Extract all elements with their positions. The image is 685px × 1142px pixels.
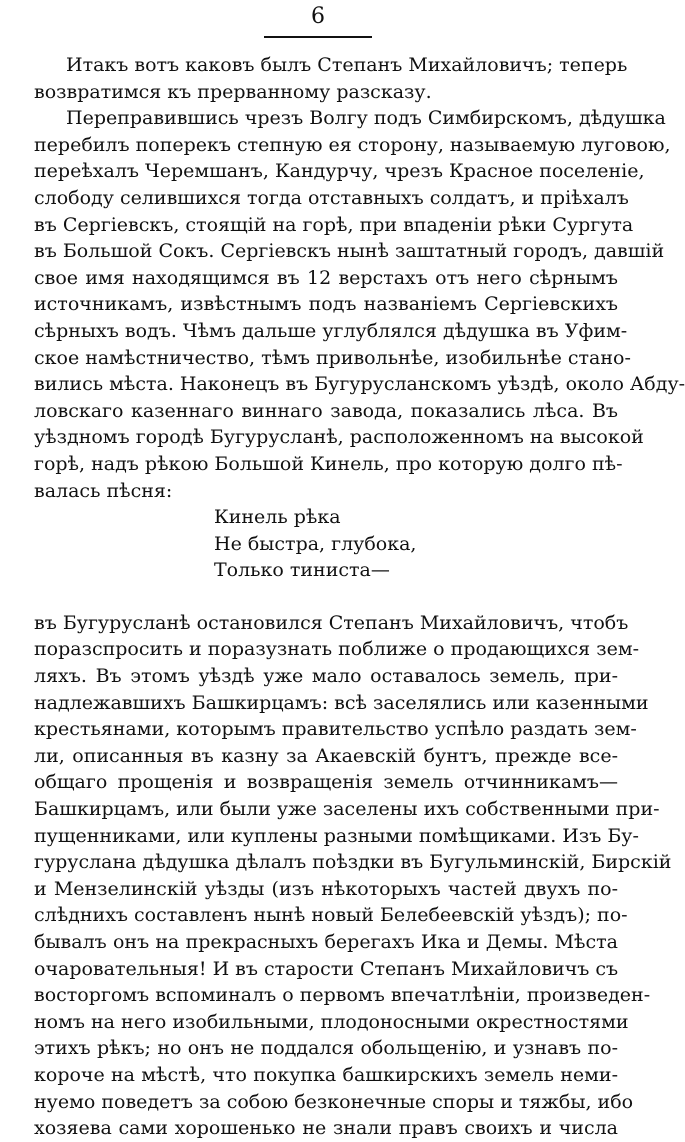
- text-line: восторгомъ вспоминалъ о первомъ впечатлѣніи, произведен-: [34, 984, 651, 1007]
- text-line: слободу селившихся тогда отставныхъ солдатъ, и пріѣхалъ: [34, 186, 629, 209]
- text-line: ловскаго казеннаго виннаго завода, показались лѣса. Въ: [34, 399, 618, 422]
- text-line: надлежавшихъ Башкирцамъ: всѣ заселялись или казенными: [34, 691, 649, 714]
- text-line: гуруслана дѣдушка дѣлалъ поѣздки въ Бугульминскій, Бирскій: [34, 851, 672, 874]
- paragraph-1: [34, 52, 628, 105]
- text-line: въ Сергіевскъ, стоящій на горѣ, при впаденіи рѣки Сургута: [34, 213, 634, 236]
- text-line: короче на мѣстѣ, что покупка башкирскихъ земель неми-: [34, 1063, 618, 1086]
- text-line: перебилъ поперекъ степную ея сторону, называемую луговою,: [34, 133, 671, 156]
- text-line: крестьянами, которымъ правительство успѣло раздать зем-: [34, 718, 637, 741]
- text-line: этихъ рѣкъ; но онъ не поддался обольщенію, и узнавъ по-: [34, 1037, 618, 1060]
- verse-line: Кинель рѣка: [214, 506, 341, 529]
- text-line: валась пѣсня:: [34, 479, 173, 502]
- text-line: вились мѣста. Наконецъ въ Бугурусланскомъ уѣздѣ, около Абду-: [34, 373, 685, 396]
- text-line: Башкирцамъ, или были уже заселены ихъ собственными при-: [34, 798, 660, 821]
- text-line: Итакъ вотъ каковъ былъ Степанъ Михайловичъ; теперь: [66, 54, 628, 76]
- text-line: сѣрныхъ водъ. Чѣмъ дальше углублялся дѣдушка въ Уфим-: [34, 319, 628, 342]
- page-number: 6: [311, 4, 325, 29]
- text-line: возвратимся къ прерванному разсказу.: [34, 80, 432, 103]
- text-line: ли, описанныя въ казну за Акаевскій бунтъ, прежде все-: [34, 744, 618, 767]
- text-line: пущенниками, или куплены разными помѣщиками. Изъ Бу-: [34, 824, 639, 847]
- text-line: хозяева сами хорошенько не знали правъ своихъ и числа: [34, 1117, 618, 1140]
- text-line: ское намѣстничество, тѣмъ привольнѣе, изобильнѣе стано-: [34, 346, 631, 369]
- body-text: [34, 52, 685, 1142]
- text-line: переѣхалъ Черемшанъ, Кандурчу, чрезъ Красное поселеніе,: [34, 160, 645, 183]
- text-line: очаровательныя! И въ старости Степанъ Михайловичъ съ: [34, 957, 619, 980]
- verse-spacing: [34, 584, 618, 610]
- verse-line: Только тиниста—: [214, 559, 390, 582]
- text-line: номъ на него изобильными, плодоносными окрестностями: [34, 1010, 629, 1033]
- text-line: бывалъ онъ на прекрасныхъ берегахъ Ика и Демы. Мѣста: [34, 931, 618, 953]
- text-line: свое имя находящимся въ 12 верстахъ отъ него сѣрнымъ: [34, 266, 618, 289]
- text-line: нуемо поведетъ за собою безконечные споры и тяжбы, ибо: [34, 1090, 634, 1113]
- verse-block: [34, 504, 618, 584]
- header-rule: [264, 36, 372, 38]
- verse-line: Не быстра, глубока,: [214, 532, 417, 555]
- text-line: общаго прощенія и возвращенія земель отчинникамъ—: [34, 771, 618, 794]
- text-line: и Мензелинскій уѣзды (изъ нѣкоторыхъ частей двухъ по-: [34, 877, 618, 900]
- text-line: въ Бугурусланѣ остановился Степанъ Михайловичъ, чтобъ: [34, 611, 629, 634]
- text-line: Переправившись чрезъ Волгу подъ Симбирскомъ, дѣдушка: [66, 107, 666, 130]
- text-line: источникамъ, извѣстнымъ подъ названіемъ Сергіевскихъ: [34, 293, 618, 316]
- text-line: въ Большой Сокъ. Сергіевскъ нынѣ заштатный городъ, давшій: [34, 240, 665, 263]
- text-line: слѣднихъ составленъ нынѣ новый Белебеевскій уѣздъ); по-: [34, 904, 628, 927]
- text-line: горѣ, надъ рѣкою Большой Кинель, про которую долго пѣ-: [34, 452, 623, 475]
- text-line: ляхъ. Въ этомъ уѣздѣ уже мало оставалось земель, при-: [34, 665, 618, 688]
- paragraph-3: [34, 610, 672, 1142]
- text-line: поразспросить и поразузнать поближе о продающихся зем-: [34, 638, 640, 661]
- page-header: [0, 4, 636, 30]
- paragraph-2: [34, 105, 685, 504]
- text-line: уѣздномъ городѣ Бугурусланѣ, расположенномъ на высокой: [34, 426, 644, 449]
